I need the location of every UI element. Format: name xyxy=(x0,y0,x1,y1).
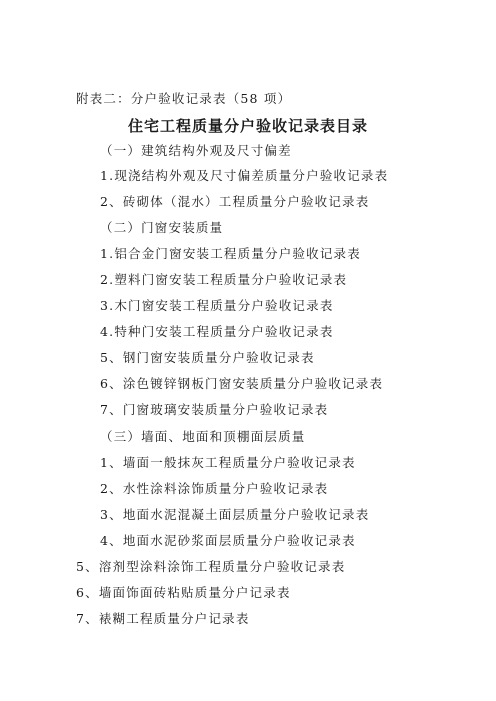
section-heading-surfaces: （三）墙面、地面和顶棚面层质量 xyxy=(100,429,306,444)
list-item: 2、砖砌体（混水）工程质量分户验收记录表 xyxy=(100,194,370,209)
list-item: 1.现浇结构外观及尺寸偏差质量分户验收记录表 xyxy=(100,168,389,183)
list-item: 6、涂色镀锌钢板门窗安装质量分户验收记录表 xyxy=(100,376,384,391)
section-heading-doors-windows: （二）门窗安装质量 xyxy=(100,220,224,235)
list-item: 1、墙面一般抹灰工程质量分户验收记录表 xyxy=(100,455,356,470)
list-item: 4、地面水泥砂浆面层质量分户验收记录表 xyxy=(100,533,356,548)
list-item: 7、裱糊工程质量分户记录表 xyxy=(76,611,250,626)
list-item: 7、门窗玻璃安装质量分户验收记录表 xyxy=(100,402,329,417)
list-item: 2.塑料门窗安装工程质量分户验收记录表 xyxy=(100,272,348,287)
list-item: 3、地面水泥混凝土面层质量分户验收记录表 xyxy=(100,507,370,522)
list-item: 6、墙面饰面砖粘贴质量分户记录表 xyxy=(76,585,291,600)
appendix-heading: 附表二：分户验收记录表（58 项） xyxy=(76,91,292,106)
list-item: 2、水性涂料涂饰质量分户验收记录表 xyxy=(100,481,329,496)
document-title: 住宅工程质量分户验收记录表目录 xyxy=(127,117,368,135)
list-item: 5、钢门窗安装质量分户验收记录表 xyxy=(100,350,315,365)
section-heading-structure: （一）建筑结构外观及尺寸偏差 xyxy=(100,143,292,158)
list-item: 1.铝合金门窗安装工程质量分户验收记录表 xyxy=(100,246,361,261)
list-item: 3.木门窗安装工程质量分户验收记录表 xyxy=(100,298,334,313)
list-item: 5、溶剂型涂料涂饰工程质量分户验收记录表 xyxy=(76,559,346,574)
list-item: 4.特种门安装工程质量分户验收记录表 xyxy=(100,324,334,339)
